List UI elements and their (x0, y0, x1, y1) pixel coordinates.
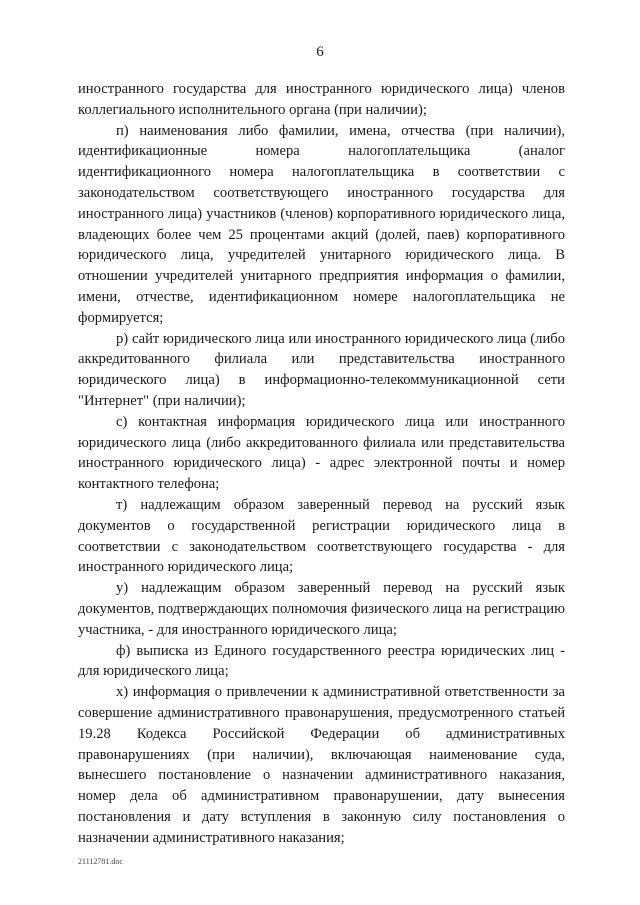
page-number: 6 (316, 44, 324, 60)
document-body (78, 79, 565, 848)
paragraph-item-r: р) сайт юридического лица или иностранного юридического лица (либо аккредитованного филиала или представительства иностранного юридического лица) в информационно-телекоммуникационной сети "Интернет" (при наличии); (78, 330, 565, 409)
paragraph-item-u: у) надлежащим образом заверенный перевод на русский язык документов, подтверждающих полномочия физического лица на регистрацию участника, - для иностранного юридического лица; (78, 580, 565, 638)
paragraph-item-t: т) надлежащим образом заверенный перевод на русский язык документов о государственной регистрации юридического лица в соответствии с законодательством соответствующего государства - для иностранного юридического лица; (78, 496, 565, 576)
paragraph-item-s: с) контактная информация юридического лица или иностранного юридического лица (либо аккредитованного филиала или представительства иностранного юридического лица) - адрес электронной почты и номер контактного телефона; (78, 413, 565, 493)
footer-file-name: 21112781.doc (78, 857, 123, 866)
paragraph-item-p: п) наименования либо фамилии, имена, отчества (при наличии), идентификационные номера налогоплательщика (аналог идентификационного номера налогоплательщика в соответствии с законодательством соответствующего иностранного государства для иностранного лица) участников (членов) корпоративного юридического лица, владеющих более чем 25 процентами акций (долей, паев) корпоративного юридического лица, учредителей унитарного юридического лица. В отношении учредителей унитарного предприятия информация о фамилии, имени, отчестве, идентификационном номере налогоплательщика не формируется; (78, 122, 565, 326)
paragraph-item-kh: х) информация о привлечении к административной ответственности за совершение административного правонарушения, предусмотренного статьей 19.28 Кодекса Российской Федерации об административных правонарушениях (при наличии), включающая наименование суда, вынесшего постановление о назначении административного наказания, номер дела об административном правонарушении, дату вынесения постановления и дату вступления в законную силу постановления о назначении административного наказания; (78, 684, 565, 846)
paragraph-item-f: ф) выписка из Единого государственного реестра юридических лиц - для юридического лица; (78, 642, 565, 680)
paragraph-continuation: иностранного государства для иностранного юридического лица) членов коллегиального исполнительного органа (при наличии); (78, 81, 565, 118)
